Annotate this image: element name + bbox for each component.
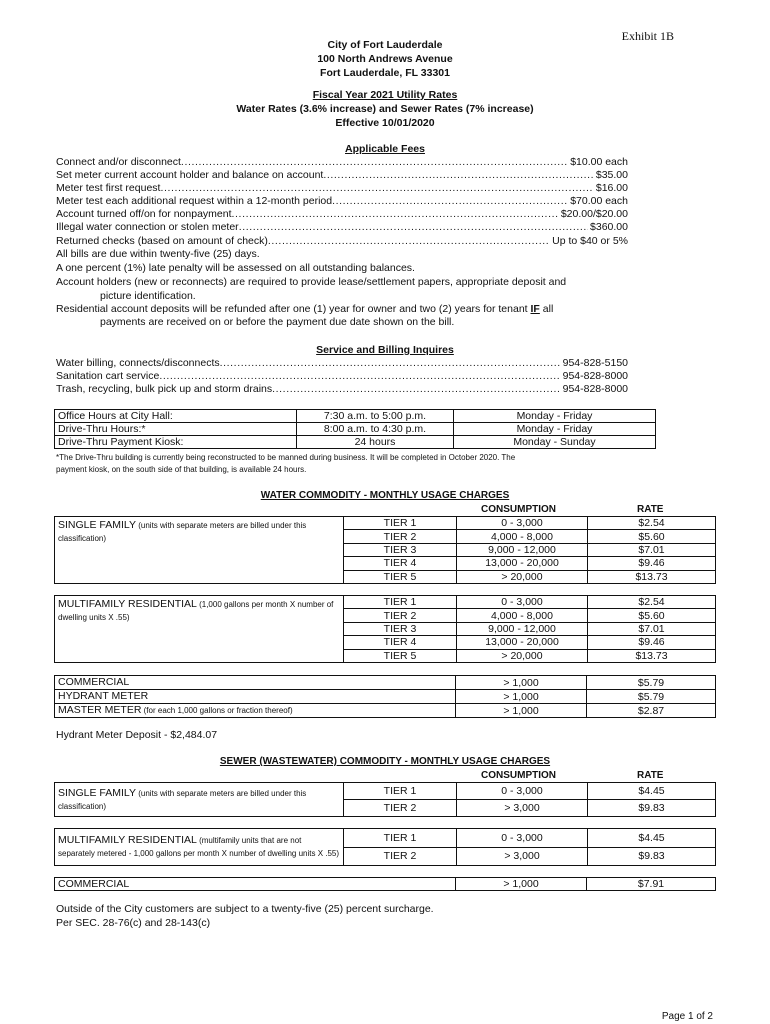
street-address: 100 North Andrews Avenue [317, 53, 453, 65]
sewer-single-family-table [54, 782, 716, 817]
rate-cell: $13.73 [588, 570, 716, 583]
applicable-fees-heading: Applicable Fees [345, 143, 425, 155]
rate-cell: $5.60 [588, 530, 716, 543]
consumption-cell: 9,000 - 12,000 [457, 543, 588, 556]
sewer-single-family-label: SINGLE FAMILY (units with separate meters are billed under this classification) [55, 783, 344, 817]
rate-cell: $2.54 [588, 517, 716, 530]
consumption-cell: > 20,000 [457, 649, 588, 662]
hours-time: 8:00 a.m. to 4:30 p.m. [297, 423, 454, 436]
penalty-notice: A one percent (1%) late penalty will be assessed on all outstanding balances. [56, 262, 415, 274]
hours-time: 7:30 a.m. to 5:00 p.m. [297, 410, 454, 423]
consumption-cell: 4,000 - 8,000 [457, 530, 588, 543]
consumption-cell: > 1,000 [456, 690, 587, 704]
deposit-notice-cont: payments are received on or before the payment due date shown on the bill. [100, 316, 455, 328]
consumption-cell: 0 - 3,000 [457, 517, 588, 530]
fiscal-subtitle: Water Rates (3.6% increase) and Sewer Rates (7% increase) [236, 103, 534, 115]
hours-time: 24 hours [297, 436, 454, 449]
consumption-cell: > 3,000 [457, 800, 588, 817]
sewer-commercial-table [54, 877, 716, 891]
surcharge-notice: Outside of the City customers are subject to a twenty-five (25) percent surcharge. [56, 903, 434, 915]
due-notice: All bills are due within twenty-five (25) days. [56, 248, 260, 260]
consumption-cell: 9,000 - 12,000 [457, 622, 588, 635]
hours-row [55, 436, 656, 449]
water-single-family-label: SINGLE FAMILY (units with separate meters are billed under this classification) [55, 517, 344, 584]
hours-days: Monday - Friday [454, 423, 656, 436]
water-col-rate: RATE [637, 504, 664, 515]
sewer-heading: SEWER (WASTEWATER) COMMODITY - MONTHLY USAGE CHARGES [219, 756, 551, 767]
fiscal-title: Fiscal Year 2021 Utility Rates [312, 89, 458, 101]
table-row [55, 676, 716, 690]
water-single-family-table [54, 516, 716, 584]
water-multifamily-table [54, 595, 716, 663]
table-row [55, 690, 716, 704]
consumption-cell: 0 - 3,000 [457, 783, 588, 800]
sewer-col-rate: RATE [637, 770, 664, 781]
hours-label: Drive-Thru Payment Kiosk: [55, 436, 297, 449]
city-state-zip: Fort Lauderdale, FL 33301 [320, 67, 450, 79]
tier-cell: TIER 4 [344, 636, 457, 649]
consumption-cell: > 1,000 [456, 676, 587, 690]
water-other-table [54, 675, 716, 718]
hours-label: Drive-Thru Hours:* [55, 423, 297, 436]
rate-cell: $2.87 [587, 704, 716, 718]
rate-cell: $9.46 [588, 557, 716, 570]
hours-row [55, 423, 656, 436]
fee-row: Meter test first request ..... $16.00 [56, 182, 628, 195]
service-row: Sanitation cart service ..... 954-828-8000 [56, 370, 628, 383]
service-row: Trash, recycling, bulk pick up and storm drains ..... 954-828-8000 [56, 383, 628, 396]
letterhead [0, 38, 770, 80]
rate-cell: $5.79 [587, 676, 716, 690]
consumption-cell: 13,000 - 20,000 [457, 557, 588, 570]
table-row [55, 704, 716, 718]
rate-cell: $7.01 [588, 622, 716, 635]
tier-cell: TIER 1 [344, 783, 457, 800]
sewer-commercial-label: COMMERCIAL [55, 878, 456, 891]
water-multifamily-label: MULTIFAMILY RESIDENTIAL (1,000 gallons per month X number of dwelling units X .55) [55, 596, 344, 663]
rate-cell: $9.46 [588, 636, 716, 649]
hydrant-deposit: Hydrant Meter Deposit - $2,484.07 [56, 729, 218, 741]
water-other-label: HYDRANT METER [55, 690, 456, 704]
hours-days: Monday - Sunday [454, 436, 656, 449]
rate-cell: $4.45 [588, 783, 716, 800]
rate-cell: $2.54 [588, 596, 716, 609]
hours-row [55, 410, 656, 423]
fee-row: Illegal water connection or stolen meter ..... $360.00 [56, 221, 628, 234]
deposit-notice: Residential account deposits will be refunded after one (1) year for owner and two (2) years for tenant IF all [56, 303, 554, 315]
tier-cell: TIER 1 [344, 596, 457, 609]
sewer-multifamily-label: MULTIFAMILY RESIDENTIAL (multifamily units that are not separately metered - 1,000 gallons per month X number of dwelling units X .55) [55, 829, 344, 866]
rate-cell: $9.83 [588, 800, 716, 817]
consumption-cell: 0 - 3,000 [457, 596, 588, 609]
rate-cell: $13.73 [588, 649, 716, 662]
tier-cell: TIER 1 [344, 517, 457, 530]
water-heading: WATER COMMODITY - MONTHLY USAGE CHARGES [260, 490, 510, 501]
drive-thru-note: *The Drive-Thru building is currently being reconstructed to be manned during business. It will be completed in October 2020. The payment kiosk, on the south side of that building, is available 24 hours. [56, 453, 516, 474]
fee-row: Set meter current account holder and balance on account ..... $35.00 [56, 169, 628, 182]
consumption-cell: 13,000 - 20,000 [457, 636, 588, 649]
rate-cell: $9.83 [588, 847, 716, 866]
water-other-label: MASTER METER (for each 1,000 gallons or fraction thereof) [55, 704, 456, 718]
sewer-multifamily-table [54, 828, 716, 866]
fee-row: Returned checks (based on amount of check) ..... Up to $40 or 5% [56, 235, 628, 248]
tier-cell: TIER 2 [344, 609, 457, 622]
consumption-cell: > 20,000 [457, 570, 588, 583]
tier-cell: TIER 5 [344, 649, 457, 662]
hours-label: Office Hours at City Hall: [55, 410, 297, 423]
table-row [55, 517, 716, 530]
rate-cell: $5.79 [587, 690, 716, 704]
consumption-cell: > 1,000 [456, 878, 587, 891]
table-row [55, 596, 716, 609]
city-name: City of Fort Lauderdale [327, 39, 443, 51]
rate-cell: $7.91 [587, 878, 716, 891]
exhibit-label: Exhibit 1B [621, 29, 674, 43]
consumption-cell: > 1,000 [456, 704, 587, 718]
fee-row: Account turned off/on for nonpayment ..... $20.00/$20.00 [56, 208, 628, 221]
tier-cell: TIER 2 [344, 800, 457, 817]
service-row: Water billing, connects/disconnects ..... 954-828-5150 [56, 357, 628, 370]
rate-cell: $7.01 [588, 543, 716, 556]
consumption-cell: 0 - 3,000 [457, 829, 588, 848]
consumption-cell: 4,000 - 8,000 [457, 609, 588, 622]
rate-cell: $4.45 [588, 829, 716, 848]
water-other-label: COMMERCIAL [55, 676, 456, 690]
rate-cell: $5.60 [588, 609, 716, 622]
tier-cell: TIER 1 [344, 829, 457, 848]
page-number: Page 1 of 2 [661, 1011, 713, 1022]
effective-date: Effective 10/01/2020 [335, 117, 435, 129]
hours-table [54, 409, 656, 449]
tier-cell: TIER 4 [344, 557, 457, 570]
service-heading: Service and Billing Inquires [316, 344, 454, 356]
tier-cell: TIER 5 [344, 570, 457, 583]
sewer-col-consumption: CONSUMPTION [481, 770, 556, 781]
holders-notice: Account holders (new or reconnects) are required to provide lease/settlement papers, appropriate deposit and [56, 276, 567, 288]
table-row [55, 878, 716, 891]
tier-cell: TIER 3 [344, 543, 457, 556]
tier-cell: TIER 2 [344, 847, 457, 866]
table-row [55, 783, 716, 800]
tier-cell: TIER 3 [344, 622, 457, 635]
holders-notice-cont: picture identification. [100, 290, 196, 302]
fee-row: Connect and/or disconnect ..... $10.00 each [56, 156, 628, 169]
tier-cell: TIER 2 [344, 530, 457, 543]
consumption-cell: > 3,000 [457, 847, 588, 866]
fee-row: Meter test each additional request within a 12-month period ..... $70.00 each [56, 195, 628, 208]
code-reference: Per SEC. 28-76(c) and 28-143(c) [56, 917, 211, 929]
table-row [55, 829, 716, 848]
hours-days: Monday - Friday [454, 410, 656, 423]
water-col-consumption: CONSUMPTION [481, 504, 556, 515]
fiscal-heading [0, 88, 770, 130]
